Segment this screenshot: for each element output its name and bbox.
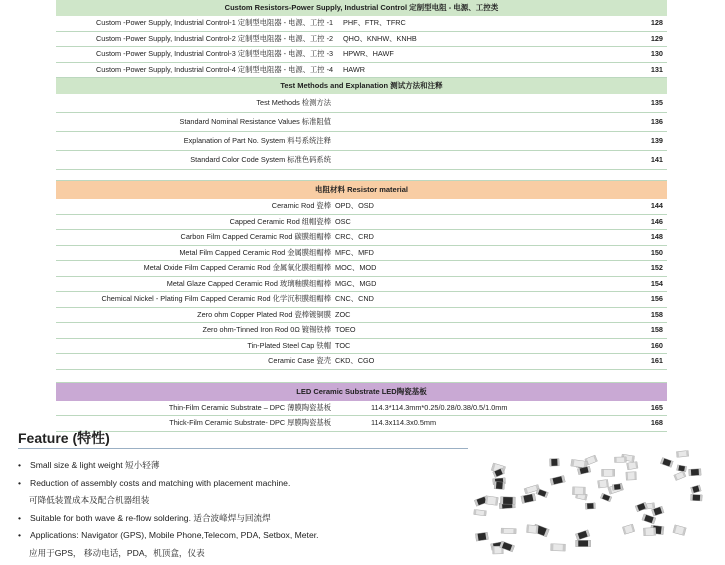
- toc-row[interactable]: [56, 47, 667, 63]
- table-of-contents: [56, 0, 667, 432]
- spacer: [56, 370, 667, 383]
- toc-row[interactable]: [56, 230, 667, 246]
- toc-item-page: 148: [650, 232, 663, 241]
- toc-item-code: ZOC: [335, 309, 351, 319]
- toc-item-page: 130: [650, 49, 663, 58]
- chip-resistor: [691, 485, 702, 493]
- toc-item-page: 146: [650, 216, 663, 226]
- section-header-custom-resistors: Custom Resistors-Power Supply, Industrial Control 定制型电阻 - 电源、工控类: [56, 0, 667, 16]
- toc-item-code: CKD、CGO: [335, 356, 375, 365]
- chip-resistor: [635, 502, 647, 512]
- toc-item-code: TOEO: [335, 325, 356, 334]
- toc-row[interactable]: [56, 113, 667, 132]
- chip-resistor: [627, 462, 638, 470]
- chip-resistor: [494, 481, 504, 489]
- chip-resistor: [674, 471, 686, 480]
- toc-row[interactable]: [56, 151, 667, 170]
- toc-row[interactable]: [56, 199, 667, 215]
- toc-item-name: Test Methods 检测方法: [256, 98, 331, 107]
- toc-item-code: HPWR、HAWF: [343, 49, 394, 58]
- feature-title: Feature (特性): [18, 430, 110, 446]
- chip-resistor: [572, 487, 585, 495]
- toc-row[interactable]: [56, 32, 667, 48]
- feature-text-cn: 应用于GPS， 移动电话，PDA，机顶盒，仪表: [29, 547, 205, 558]
- bullet-icon: •: [18, 530, 22, 540]
- chip-resistor: [521, 493, 536, 503]
- chip-resistor: [622, 524, 634, 534]
- toc-item-page: 128: [650, 18, 663, 27]
- chip-resistor: [643, 528, 656, 536]
- chip-resistor: [551, 544, 566, 551]
- toc-row[interactable]: [56, 308, 667, 324]
- section-header-resistor-material: 电阻材料 Resistor material: [56, 181, 667, 199]
- toc-row[interactable]: [56, 261, 667, 277]
- toc-item-code: CRC、CRD: [335, 232, 374, 241]
- toc-row[interactable]: [56, 401, 667, 417]
- toc-item-name: Zero ohm Copper Plated Rod 瓷棒镀铜膜: [197, 309, 331, 319]
- bullet-icon: •: [18, 477, 22, 488]
- toc-item-name: Thin-Film Ceramic Substrate – DPC 薄膜陶瓷基板: [168, 402, 331, 412]
- toc-item-name: Metal Film Capped Ceramic Rod 金属膜组帽棒: [179, 247, 331, 257]
- bullet-icon: •: [18, 460, 22, 470]
- toc-item-name: Metal Oxide Film Capped Ceramic Rod 金属氧化膜组帽棒: [143, 263, 331, 272]
- chip-resistor: [550, 459, 560, 467]
- list-item: [18, 457, 458, 475]
- section-header-led-ceramic: LED Ceramic Substrate LED陶瓷基板: [56, 383, 667, 401]
- toc-row[interactable]: [56, 292, 667, 308]
- toc-item-name: Custom -Power Supply, Industrial Control-2 定制型电阻器 - 电源、工控 -2: [96, 33, 334, 43]
- toc-item-page: 144: [650, 201, 663, 210]
- toc-item-code: PHF、FTR、TFRC: [343, 18, 406, 27]
- toc-item-code: MGC、MGD: [335, 278, 377, 288]
- toc-item-code: QHO、KNHW、KNHB: [343, 33, 417, 43]
- toc-row[interactable]: [56, 132, 667, 151]
- chip-resistor: [576, 540, 591, 546]
- chip-resistor: [598, 479, 609, 488]
- chip-resistor: [673, 525, 686, 536]
- toc-item-code: 114.3*114.3mm*0.25/0.28/0.38/0.5/1.0mm: [371, 402, 508, 412]
- chip-resistor: [500, 497, 515, 505]
- toc-item-page: 139: [650, 136, 663, 145]
- chip-resistor: [527, 525, 539, 534]
- toc-row[interactable]: [56, 246, 667, 262]
- toc-item-code: OSC: [335, 216, 351, 226]
- chip-resistor: [485, 496, 498, 506]
- toc-item-page: 165: [650, 402, 663, 412]
- toc-item-name: Ceramic Rod 瓷棒: [271, 201, 331, 210]
- toc-row[interactable]: [56, 339, 667, 355]
- chip-resistor: [575, 530, 589, 540]
- toc-row[interactable]: [56, 215, 667, 231]
- toc-row[interactable]: [56, 16, 667, 32]
- toc-item-page: 154: [650, 278, 663, 288]
- toc-item-code: CNC、CND: [335, 294, 374, 303]
- toc-item-code: TOC: [335, 340, 351, 350]
- toc-item-name: Tin-Plated Steel Cap 铁帽: [247, 340, 331, 350]
- toc-item-name: Carbon Film Capped Ceramic Rod 碳膜组帽棒: [180, 232, 331, 241]
- list-item: [18, 527, 458, 562]
- chip-resistor: [475, 532, 488, 541]
- chip-resistor: [612, 484, 622, 490]
- toc-item-name: Capped Ceramic Rod 组帽瓷棒: [229, 216, 331, 226]
- spacer: [56, 170, 667, 181]
- feature-text: Applications: Navigator (GPS), Mobile Phone,Telecom, PDA, Setbox, Meter.: [30, 530, 319, 540]
- chip-resistors-photo: [470, 440, 720, 560]
- toc-item-code: MFC、MFD: [335, 247, 374, 257]
- toc-row[interactable]: [56, 63, 667, 79]
- list-item: [18, 510, 458, 528]
- chip-resistor: [501, 528, 516, 534]
- divider: [18, 448, 468, 449]
- toc-row[interactable]: [56, 416, 667, 432]
- chip-resistor: [676, 451, 688, 458]
- toc-row[interactable]: [56, 323, 667, 339]
- list-item: [18, 475, 458, 510]
- toc-item-name: Custom -Power Supply, Industrial Control-1 定制型电阻器 - 电源、工控 -1: [96, 18, 334, 27]
- toc-item-name: Standard Nominal Resistance Values 标准阻值: [179, 117, 331, 126]
- toc-item-code: HAWR: [343, 64, 366, 74]
- feature-text: Suitable for both wave & re-flow soldering. 适合波峰焊与回流焊: [30, 512, 271, 523]
- toc-item-name: Ceramic Case 瓷壳: [268, 356, 331, 365]
- section-header-test-methods: Test Methods and Explanation 测试方法和注释: [56, 78, 667, 94]
- toc-item-name: Zero ohm-Tinned Iron Rod 0Ω 镀锡铁棒: [202, 325, 331, 334]
- chip-resistor: [550, 476, 565, 486]
- toc-row[interactable]: [56, 354, 667, 370]
- toc-item-page: 150: [650, 247, 663, 257]
- toc-item-page: 141: [650, 155, 663, 164]
- toc-item-code: 114.3x114.3x0.5mm: [371, 418, 437, 427]
- chip-resistor: [691, 494, 703, 501]
- toc-item-page: 131: [650, 64, 663, 74]
- chip-resistor: [677, 465, 687, 472]
- bullet-icon: •: [18, 512, 22, 523]
- feature-list: [18, 457, 458, 562]
- toc-item-code: OPD、OSD: [335, 201, 374, 210]
- chip-resistor: [689, 469, 701, 476]
- chip-resistor: [585, 503, 595, 509]
- toc-item-name: Custom -Power Supply, Industrial Control-3 定制型电阻器 - 电源、工控 -3: [96, 49, 334, 58]
- toc-row[interactable]: [56, 277, 667, 293]
- chip-resistor: [626, 472, 637, 480]
- chip-resistor: [571, 459, 588, 468]
- chip-resistor: [536, 489, 548, 498]
- chip-resistor: [474, 510, 487, 516]
- chip-resistor: [660, 458, 673, 468]
- toc-item-page: 161: [650, 356, 663, 365]
- toc-item-name: Standard Color Code System 标准色码系统: [190, 155, 331, 164]
- toc-item-page: 160: [650, 340, 663, 350]
- feature-text-cn: 可降低装置成本及配合机器组装: [29, 495, 150, 505]
- toc-item-page: 135: [650, 98, 663, 107]
- toc-item-page: 158: [650, 309, 663, 319]
- chip-resistor: [600, 493, 611, 502]
- toc-item-name: Chemical Nickel - Plating Film Capped Ceramic Rod 化学沉积膜组帽棒: [101, 294, 331, 303]
- feature-text: Small size & light weight 短小轻薄: [30, 460, 160, 470]
- toc-item-page: 152: [650, 263, 663, 272]
- toc-item-page: 129: [650, 33, 663, 43]
- chip-resistor: [602, 469, 615, 476]
- toc-item-page: 158: [650, 325, 663, 334]
- toc-item-name: Explanation of Part No. System 料号系统注释: [183, 136, 331, 145]
- feature-text: Reduction of assembly costs and matching with placement machine.: [30, 477, 291, 488]
- toc-item-page: 136: [650, 117, 663, 126]
- toc-row[interactable]: [56, 94, 667, 113]
- toc-item-name: Custom -Power Supply, Industrial Control-4 定制型电阻器 - 电源、工控 -4: [96, 64, 334, 74]
- toc-item-page: 168: [650, 418, 663, 427]
- toc-item-name: Thick-Film Ceramic Substrate- DPC 厚膜陶瓷基板: [169, 418, 331, 427]
- toc-item-name: Metal Glaze Capped Ceramic Rod 玻璃釉膜组帽棒: [166, 278, 331, 288]
- chip-resistor: [614, 457, 626, 463]
- toc-item-code: MOC、MOD: [335, 263, 377, 272]
- toc-item-page: 156: [650, 294, 663, 303]
